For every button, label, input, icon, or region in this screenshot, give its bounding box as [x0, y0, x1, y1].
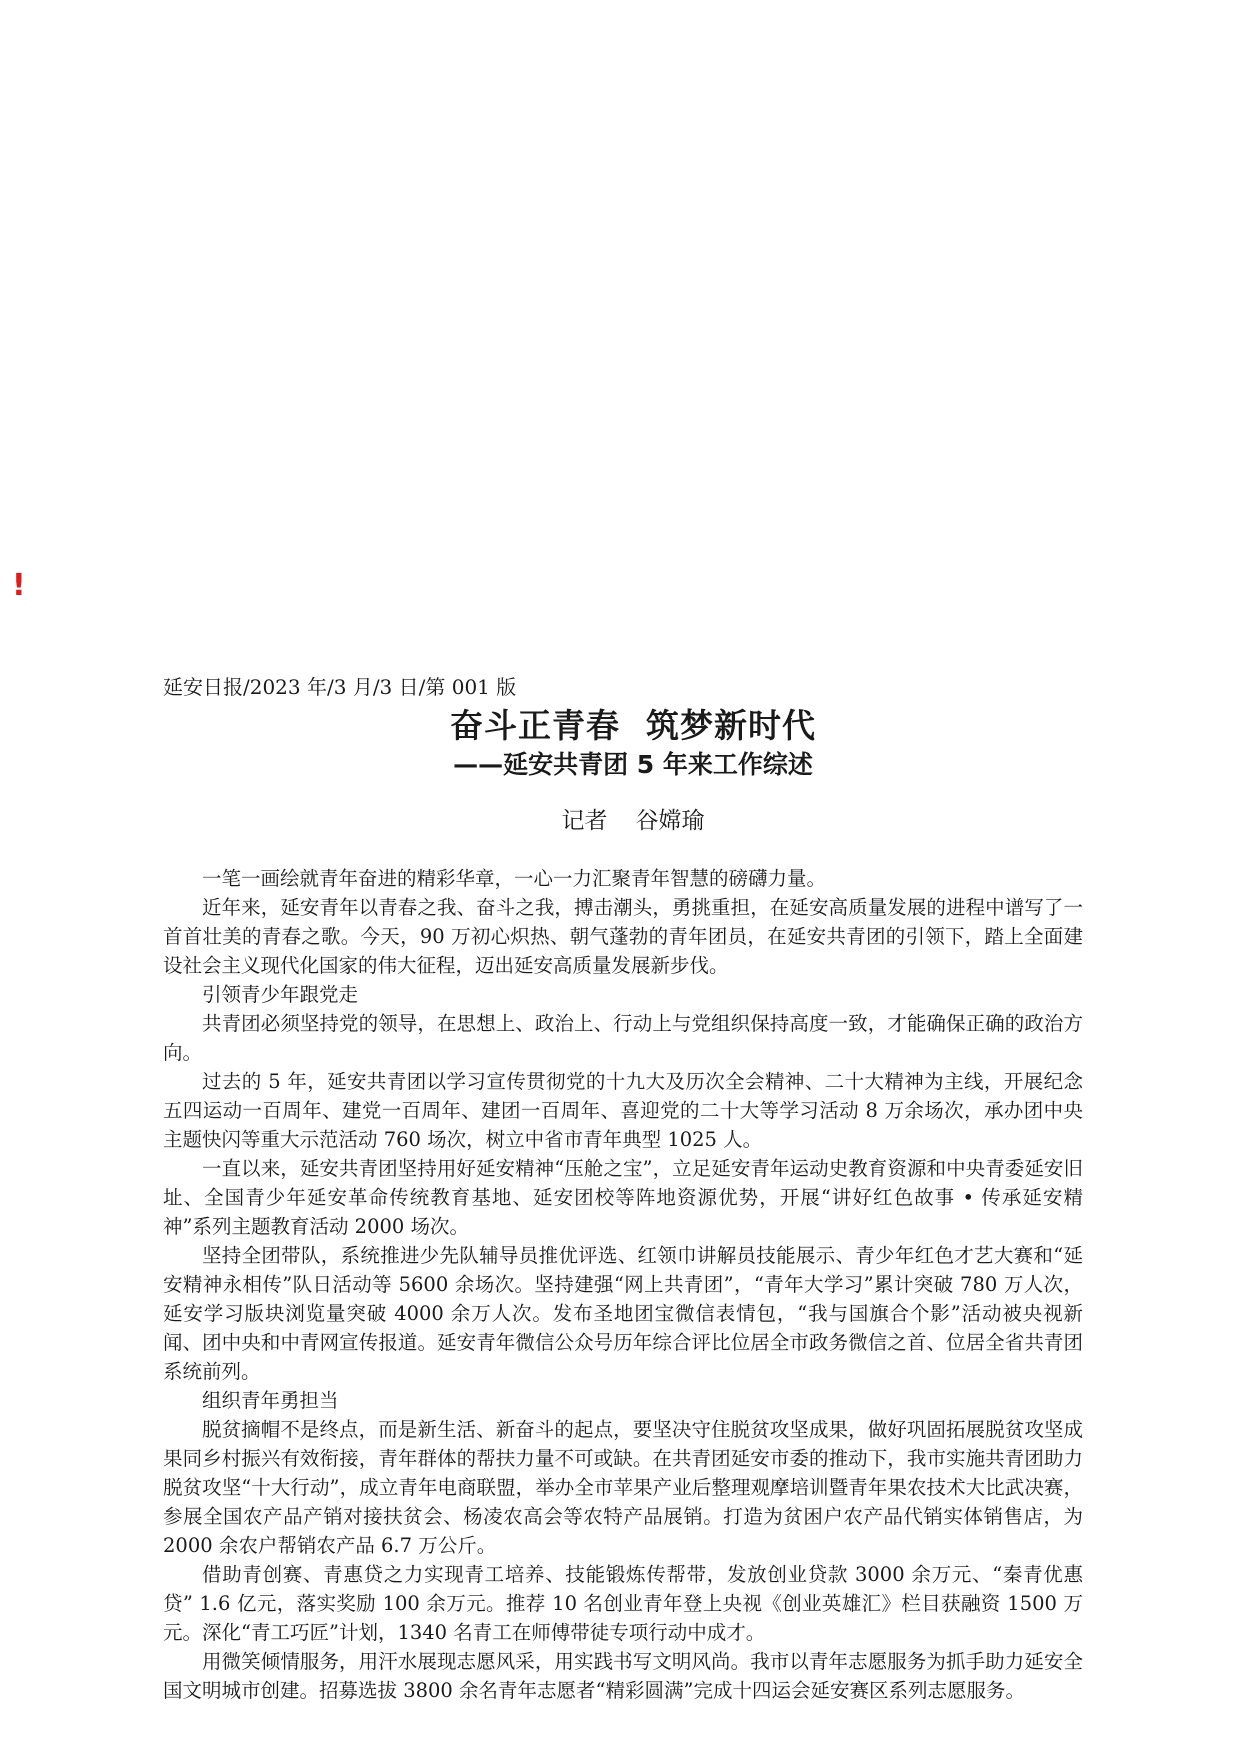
paragraph: 坚持全团带队，系统推进少先队辅导员推优评选、红领巾讲解员技能展示、青少年红色才艺大赛和“延安精神永相传”队日活动等 5600 余场次。坚持建强“网上共青团”，“青年大学习”累计突破 780 万人次，延安学习版块浏览量突破 4000 余万人次。发布圣地团宝微信表情包，“我与国旗合个影”活动被央视新闻、团中央和中青网宣传报道。延安青年微信公众号历年综合评比位居全市政务微信之首、位居全省共青团系统前列。	[163, 1244, 1083, 1383]
warning-mark: !	[12, 568, 26, 603]
article-body	[163, 864, 1083, 1705]
paragraph: 近年来，延安青年以青春之我、奋斗之我，搏击潮头，勇挑重担，在延安高质量发展的进程中谱写了一首首壮美的青春之歌。今天，90 万初心炽热、朝气蓬勃的青年团员，在延安共青团的引领下，踏上全面建设社会主义现代化国家的伟大征程，迈出延安高质量发展新步伐。	[163, 896, 1083, 977]
paragraph: 过去的 5 年，延安共青团以学习宣传贯彻党的十九大及历次全会精神、二十大精神为主线，开展纪念五四运动一百周年、建党一百周年、建团一百周年、喜迎党的二十大等学习活动 8 万余场次，承办团中央主题快闪等重大示范活动 760 场次，树立中省市青年典型 1025 人。	[163, 1070, 1083, 1151]
section-heading: 组织青年勇担当	[202, 1389, 339, 1412]
source-line: 延安日报/2023 年/3 月/3 日/第 001 版	[163, 675, 517, 699]
byline	[163, 804, 1083, 838]
paragraph: 共青团必须坚持党的领导，在思想上、政治上、行动上与党组织保持高度一致，才能确保正确的政治方向。	[163, 1012, 1083, 1064]
section-heading: 引领青少年跟党走	[202, 983, 359, 1006]
paragraph: 一笔一画绘就青年奋进的精彩华章，一心一力汇聚青年智慧的磅礴力量。	[202, 867, 827, 890]
article-title	[163, 704, 1083, 748]
paragraph: 用微笑倾情服务，用汗水展现志愿风采，用实践书写文明风尚。我市以青年志愿服务为抓手助力延安全国文明城市创建。招募选拔 3800 余名青年志愿者“精彩圆满”完成十四运会延安赛区系列志愿服务。	[163, 1650, 1083, 1702]
title-part-1: 奋斗正青春	[450, 706, 620, 745]
title-part-2: 筑梦新时代	[646, 706, 816, 745]
author-label: 记者	[561, 808, 608, 834]
paragraph: 借助青创赛、青惠贷之力实现青工培养、技能锻炼传帮带，发放创业贷款 3000 余万元、“秦青优惠贷” 1.6 亿元，落实奖励 100 余万元。推荐 10 名创业青年登上央视《创业英雄汇》栏目获融资 1500 万元。深化“青工巧匠”计划，1340 名青工在师傅带徒专项行动中成才。	[163, 1563, 1083, 1644]
paragraph: 脱贫摘帽不是终点，而是新生活、新奋斗的起点，要坚决守住脱贫攻坚成果，做好巩固拓展脱贫攻坚成果同乡村振兴有效衔接，青年群体的帮扶力量不可或缺。在共青团延安市委的推动下，我市实施共青团助力脱贫攻坚“十大行动”，成立青年电商联盟，举办全市苹果产业后整理观摩培训暨青年果农技术大比武决赛，参展全国农产品产销对接扶贫会、杨凌农高会等农特产品展销。打造为贫困户农产品代销实体销售店，为 2000 余农户帮销农产品 6.7 万公斤。	[163, 1418, 1083, 1557]
paragraph: 一直以来，延安共青团坚持用好延安精神“压舱之宝”，立足延安青年运动史教育资源和中央青委延安旧址、全国青少年延安革命传统教育基地、延安团校等阵地资源优势，开展“讲好红色故事 • 传承延安精神”系列主题教育活动 2000 场次。	[163, 1157, 1083, 1238]
author-name: 谷嫦瑜	[635, 808, 705, 834]
article-subtitle: ——延安共青团 5 年来工作综述	[453, 750, 813, 779]
article	[163, 672, 1083, 1705]
